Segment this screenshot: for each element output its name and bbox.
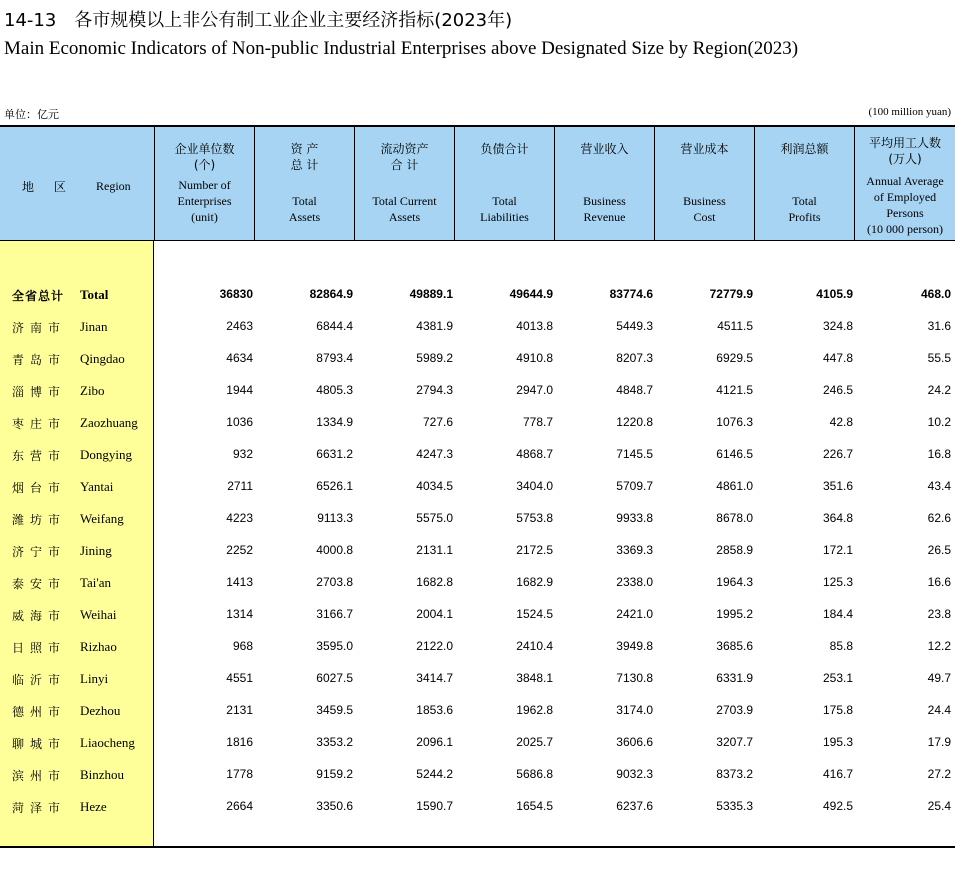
table-cell: 1220.8 [616,415,653,429]
table-cell: 82864.9 [309,287,353,301]
table-cell: 72779.9 [709,287,753,301]
table-cell: 6526.1 [316,479,353,493]
table-cell: 2122.0 [416,639,453,653]
table-title-en: Main Economic Indicators of Non-public Industrial Enterprises above Designated Size by Region(2023) [4,38,799,59]
table-cell: 226.7 [822,447,853,461]
table-cell: 10.2 [927,415,951,429]
table-cell: 8207.3 [616,351,653,365]
row-region-en: Zibo [80,383,105,398]
table-cell: 4121.5 [716,383,753,397]
header-col-cn: 营业收入 [580,142,629,156]
table-cell: 3166.7 [316,607,353,621]
table-row [0,727,955,759]
table-row [0,503,955,535]
header-col-cn: 资 产 总 计 [290,142,319,172]
row-region-en: Binzhou [80,767,125,782]
header-col-cn: 企业单位数 (个) [174,142,235,172]
table-cell: 6146.5 [716,447,753,461]
row-region-cn: 日照市 [12,641,67,655]
table-cell: 1853.6 [416,703,453,717]
table-cell: 2410.4 [516,639,553,653]
table-cell: 5449.3 [616,319,653,333]
table-cell: 6844.4 [316,319,353,333]
table-cell: 24.2 [927,383,951,397]
table-row [0,663,955,695]
row-region-cn: 烟台市 [12,481,67,495]
table-row [0,695,955,727]
table-cell: 4551 [226,671,253,685]
table-cell: 16.6 [927,575,951,589]
table-cell: 2703.8 [316,575,353,589]
table-cell: 55.5 [927,351,951,365]
table-title-cn: 14-13 各市规模以上非公有制工业企业主要经济指标(2023年) [4,10,513,31]
table-cell: 62.6 [927,511,951,525]
table-cell: 6631.2 [316,447,353,461]
table-cell: 968 [232,639,253,653]
row-region-en: Dezhou [80,703,121,718]
table-cell: 1654.5 [516,799,553,813]
table-cell: 778.7 [522,415,553,429]
table-cell: 49.7 [927,671,951,685]
table-cell: 7145.5 [616,447,653,461]
row-region-cn: 全省总计 [12,289,65,303]
row-region-en: Qingdao [80,351,125,366]
row-region-cn: 潍坊市 [12,513,67,527]
table-cell: 4511.5 [717,319,753,333]
table-cell: 26.5 [927,543,951,557]
table-cell: 3350.6 [316,799,353,813]
table-cell: 2096.1 [416,735,453,749]
row-region-cn: 德州市 [12,705,67,719]
table-cell: 8678.0 [716,511,753,525]
table-cell: 23.8 [927,607,951,621]
table-cell: 2858.9 [716,543,753,557]
table-cell: 1995.2 [716,607,753,621]
header-region-cn: 地 区 [22,180,74,194]
table-cell: 2794.3 [416,383,453,397]
table-cell: 8373.2 [716,767,753,781]
table-cell: 3369.3 [616,543,653,557]
header-col-8 [854,127,955,241]
table-row [0,407,955,439]
row-region-cn: 青岛市 [12,353,67,367]
header-region-en: Region [96,179,131,193]
table-cell: 2172.5 [516,543,553,557]
table-cell: 3848.1 [516,671,553,685]
table-cell: 4105.9 [816,287,853,301]
table-cell: 4910.8 [516,351,553,365]
table-cell: 83774.6 [609,287,653,301]
table-cell: 5753.8 [516,511,553,525]
header-col-en: Total Current Assets [372,194,437,224]
table-cell: 9159.2 [316,767,353,781]
row-region-cn: 济宁市 [12,545,67,559]
header-col-en: Annual Average of Employed Persons (10 000 person) [866,174,944,236]
header-col-2 [254,127,354,241]
table-cell: 1524.5 [516,607,553,621]
row-region-en: Heze [80,799,107,814]
unit-label-cn: 单位：亿元 [4,108,59,121]
header-col-1 [154,127,254,241]
table-cell: 2131 [226,703,253,717]
row-region-en: Weihai [80,607,117,622]
row-region-cn: 菏泽市 [12,801,67,815]
table-cell: 2421.0 [616,607,653,621]
table-cell: 492.5 [822,799,853,813]
table-cell: 6237.6 [616,799,653,813]
table-cell: 5335.3 [716,799,753,813]
header-col-cn: 利润总额 [780,142,829,156]
table-cell: 6331.9 [716,671,753,685]
table-cell: 1962.8 [516,703,553,717]
header-col-cn: 负债合计 [480,142,529,156]
table-cell: 8793.4 [316,351,353,365]
row-region-en: Dongying [80,447,132,462]
table-cell: 49889.1 [409,287,453,301]
table-cell: 1076.3 [716,415,753,429]
table-header [0,125,955,241]
table-cell: 184.4 [822,607,853,621]
table-cell: 17.9 [927,735,951,749]
row-region-en: Yantai [80,479,114,494]
table-cell: 1413 [226,575,253,589]
header-region [0,127,154,241]
table-cell: 3404.0 [516,479,553,493]
table-cell: 43.4 [927,479,951,493]
table-cell: 6929.5 [716,351,753,365]
row-region-cn: 淄博市 [12,385,67,399]
table-cell: 4848.7 [616,383,653,397]
table-cell: 447.8 [822,351,853,365]
row-region-en: Rizhao [80,639,117,654]
table-cell: 3207.7 [716,735,753,749]
table-row [0,311,955,343]
table-cell: 9032.3 [616,767,653,781]
table-cell: 4634 [226,351,253,365]
header-col-en: Total Profits [788,194,821,224]
table-cell: 1314 [226,607,253,621]
row-region-en: Total [80,287,109,302]
row-region-cn: 济南市 [12,321,67,335]
header-col-7 [754,127,854,241]
table-cell: 3414.7 [416,671,453,685]
table-cell: 3606.6 [616,735,653,749]
table-cell: 253.1 [822,671,853,685]
row-region-cn: 临沂市 [12,673,67,687]
table-cell: 246.5 [822,383,853,397]
table-body [0,241,955,848]
table-cell: 324.8 [822,319,853,333]
table-cell: 4013.8 [516,319,553,333]
table-cell: 3174.0 [616,703,653,717]
header-col-4 [454,127,554,241]
row-region-cn: 聊城市 [12,737,67,751]
row-region-en: Jinan [80,319,108,334]
table-cell: 42.8 [829,415,853,429]
table-cell: 4223 [226,511,253,525]
table-cell: 16.8 [927,447,951,461]
table-cell: 2664 [226,799,253,813]
table-cell: 12.2 [927,639,951,653]
table-row [0,599,955,631]
header-col-en: Total Assets [288,194,321,224]
table-cell: 4247.3 [416,447,453,461]
table-row [0,567,955,599]
table-cell: 2703.9 [716,703,753,717]
table-cell: 1944 [226,383,253,397]
table-row [0,375,955,407]
row-region-en: Weifang [80,511,124,526]
table-cell: 3685.6 [716,639,753,653]
table-cell: 24.4 [927,703,951,717]
table-cell: 3353.2 [316,735,353,749]
table-cell: 6027.5 [316,671,353,685]
row-region-en: Jining [80,543,112,558]
row-region-en: Liaocheng [80,735,135,750]
table-cell: 2131.1 [416,543,453,557]
row-region-cn: 滨州市 [12,769,67,783]
table-cell: 4868.7 [516,447,553,461]
row-region-cn: 枣庄市 [12,417,67,431]
table-cell: 1964.3 [716,575,753,589]
row-region-cn: 泰安市 [12,577,67,591]
table-row [0,791,955,823]
table-cell: 2025.7 [516,735,553,749]
table-cell: 49644.9 [509,287,553,301]
table-cell: 1682.8 [416,575,453,589]
row-region-cn: 东营市 [12,449,67,463]
table-cell: 4805.3 [316,383,353,397]
table-row [0,631,955,663]
row-region-cn: 威海市 [12,609,67,623]
unit-label-en: (100 million yuan) [868,106,951,118]
header-col-en: Business Revenue [583,194,626,224]
table-cell: 5709.7 [616,479,653,493]
table-cell: 468.0 [920,287,951,301]
table-cell: 27.2 [927,767,951,781]
header-col-cn: 营业成本 [680,142,729,156]
header-col-en: Number of Enterprises (unit) [177,178,232,224]
table-cell: 2463 [226,319,253,333]
table-cell: 1778 [226,767,253,781]
table-row [0,439,955,471]
table-cell: 4381.9 [416,319,453,333]
table-cell: 5244.2 [416,767,453,781]
table-cell: 1036 [226,415,253,429]
table-cell: 31.6 [927,319,951,333]
table-cell: 9933.8 [616,511,653,525]
table-cell: 1816 [226,735,253,749]
table-cell: 5989.2 [416,351,453,365]
table-cell: 1334.9 [316,415,353,429]
table-cell: 9113.3 [317,511,353,525]
table-cell: 2004.1 [416,607,453,621]
table-cell: 175.8 [822,703,853,717]
header-col-5 [554,127,654,241]
table-cell: 932 [232,447,253,461]
table-cell: 364.8 [822,511,853,525]
table-cell: 3459.5 [316,703,353,717]
table-cell: 416.7 [822,767,853,781]
row-region-en: Zaozhuang [80,415,138,430]
table-cell: 1682.9 [516,575,553,589]
table-cell: 2947.0 [516,383,553,397]
table-cell: 172.1 [822,543,853,557]
table-cell: 85.8 [829,639,853,653]
table-cell: 4861.0 [716,479,753,493]
table-row [0,535,955,567]
table-cell: 3595.0 [316,639,353,653]
table-cell: 4034.5 [416,479,453,493]
table-cell: 2252 [226,543,253,557]
table-cell: 195.3 [822,735,853,749]
table-row [0,471,955,503]
table-cell: 727.6 [422,415,453,429]
table-cell: 1590.7 [416,799,453,813]
header-col-3 [354,127,454,241]
header-col-6 [654,127,754,241]
table-row [0,759,955,791]
header-col-en: Business Cost [683,194,726,224]
table-cell: 351.6 [822,479,853,493]
row-region-en: Tai'an [80,575,112,590]
header-col-cn: 平均用工人数 (万人) [868,136,941,166]
table-cell: 2711 [227,479,253,493]
table-cell: 2338.0 [616,575,653,589]
table-cell: 3949.8 [616,639,653,653]
table-cell: 5686.8 [516,767,553,781]
table-cell: 25.4 [927,799,951,813]
table-cell: 36830 [219,287,253,301]
table-cell: 4000.8 [316,543,353,557]
table-cell: 5575.0 [416,511,453,525]
header-col-en: Total Liabilities [480,194,529,224]
table-row [0,343,955,375]
header-col-cn: 流动资产 合 计 [380,142,429,172]
table-cell: 125.3 [822,575,853,589]
table-row-total [0,279,955,311]
row-region-en: Linyi [80,671,109,686]
table-cell: 7130.8 [616,671,653,685]
